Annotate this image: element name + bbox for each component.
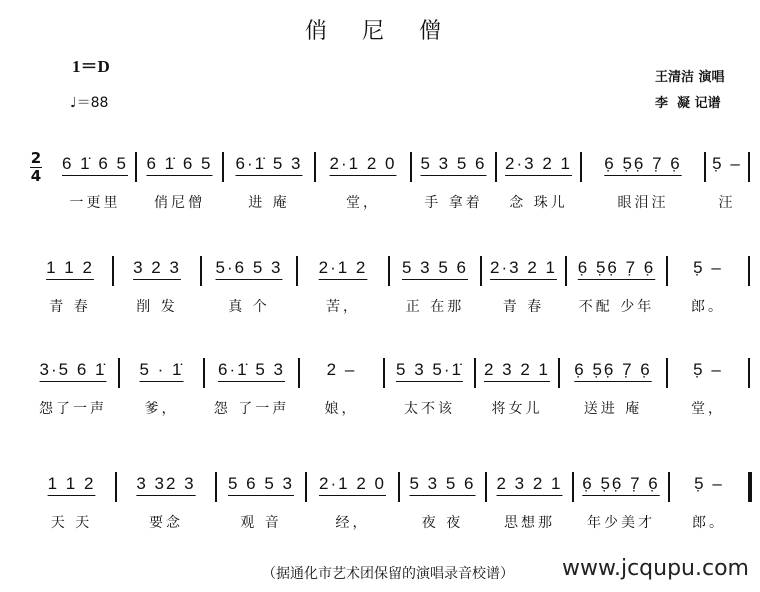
measure [137, 146, 222, 216]
measure-lyric: 思想那 [504, 515, 555, 531]
measure-notes: 5 6 5 3 [228, 474, 294, 493]
measure-notes: 6̣ 5̣6̣ 7̣ 6̣ [574, 360, 652, 379]
measure [560, 352, 666, 422]
measure [117, 466, 215, 536]
measure [497, 146, 580, 216]
measure-notes: 5̣ – [712, 154, 742, 173]
measure [298, 250, 388, 320]
measure [706, 146, 748, 216]
score-line [0, 146, 760, 216]
measure [574, 466, 668, 536]
measure-lyric: 经， [335, 515, 370, 531]
measure-lyric: 送进 庵 [583, 401, 643, 417]
measure-lyric: 正 在那 [405, 299, 465, 315]
measure-notes: 6̣ 5̣6̣ 7̣ 6̣ [604, 154, 682, 173]
barline [748, 256, 750, 286]
measure-notes: 2·3 2 1 [505, 154, 572, 173]
measure [202, 250, 296, 320]
measure-lyric: 太不该 [404, 401, 455, 417]
measure-lyric: 郎。 [692, 515, 726, 531]
measure-notes: 6̣ 5̣6̣ 7̣ 6̣ [577, 258, 656, 277]
tempo-marking: ♩＝88 [70, 95, 109, 111]
measure-lyric: 真 个 [228, 299, 270, 315]
measure-notes: 5̣ – [694, 474, 724, 493]
measure-lyric: 堂， [691, 401, 725, 417]
measure [205, 352, 298, 422]
measure-notes: 5 3 5 6 [420, 154, 487, 173]
measure [476, 352, 558, 422]
measure-notes: 2 – [326, 360, 357, 379]
website-watermark: www.jcqupu.com [562, 556, 749, 581]
barline [748, 358, 750, 388]
score-line [0, 250, 760, 320]
measure-notes: 6 1̇ 6 5 [62, 154, 128, 173]
measure-notes: 2·1 2 [318, 258, 368, 277]
measure-notes: 5̣ – [693, 360, 723, 379]
measure-notes: 5̣ – [693, 258, 723, 277]
measure [217, 466, 305, 536]
measure-notes: 6̣ 5̣6̣ 7̣ 6̣ [582, 474, 660, 493]
score-line [0, 352, 760, 422]
singer-credit: 王清洁 演唱 [655, 70, 725, 85]
measure-lyric: 青 春 [502, 299, 545, 315]
measure-lyric: 爹， [144, 401, 179, 417]
measure [582, 146, 704, 216]
measure [28, 466, 115, 536]
measure-lyric: 夜 夜 [421, 515, 464, 531]
measure-lyric: 念 珠儿 [509, 195, 568, 211]
time-signature [30, 150, 42, 185]
measure-notes: 3 2 3 [133, 258, 181, 277]
measure [567, 250, 666, 320]
time-signature-top: 2 [30, 149, 42, 167]
measure-notes: 2·3 2 1 [490, 258, 557, 277]
measure [307, 466, 398, 536]
measure-lyric: 将女儿 [491, 401, 543, 417]
measure-lyric: 年少美才 [587, 515, 655, 531]
time-signature-bottom: 4 [30, 167, 42, 185]
measure-notes: 5 3 5 6 [409, 474, 476, 493]
measure-lyric: 堂， [346, 195, 380, 211]
measure [120, 352, 203, 422]
measure [487, 466, 572, 536]
measure [482, 250, 565, 320]
measure-notes: 3 32 3 [136, 474, 196, 493]
measure-notes: 3·5 6 1̇ [39, 360, 107, 379]
measure-notes: 2 3 2 1 [496, 474, 563, 493]
measure-lyric: 怨了一声 [39, 401, 107, 417]
measure [316, 146, 410, 216]
measure-notes: 6·1̇ 5 3 [218, 360, 285, 379]
final-barline [748, 472, 752, 502]
key-signature: 1＝D [72, 57, 110, 76]
measure [412, 146, 495, 216]
measure [400, 466, 485, 536]
measure-notes: 5 · 1̇ [139, 360, 184, 379]
measure-lyric: 娘， [324, 401, 359, 417]
measure-lyric: 天 天 [50, 515, 93, 531]
measure-lyric: 郎。 [691, 299, 725, 315]
measure [668, 250, 748, 320]
measure [300, 352, 383, 422]
measure-lyric: 不配 少年 [578, 299, 655, 315]
measure-lyric: 苦， [326, 299, 360, 315]
measure [55, 146, 135, 216]
barline [748, 152, 750, 182]
measure [385, 352, 474, 422]
score-title: 俏 尼 僧 [305, 19, 455, 44]
measure-notes: 5 3 5 6 [402, 258, 468, 277]
source-note: （据通化市艺术团保留的演唱录音校谱） [262, 566, 514, 582]
measure-lyric: 要念 [149, 515, 183, 531]
measure-lyric: 眼泪汪 [617, 195, 669, 211]
measure [224, 146, 314, 216]
scribe-credit: 李 凝 记谱 [655, 96, 721, 111]
measure [114, 250, 200, 320]
measure-lyric: 怨 了一声 [213, 401, 290, 417]
measure-notes: 1 1 2 [47, 474, 96, 493]
measure [668, 352, 748, 422]
measure-lyric: 一更里 [69, 195, 121, 211]
measure-lyric: 观 音 [240, 515, 282, 531]
score-line [0, 466, 760, 536]
measure-notes: 2·1 2 0 [319, 474, 386, 493]
measure-notes: 5·6 5 3 [215, 258, 283, 277]
measure-notes: 6·1̇ 5 3 [235, 154, 303, 173]
measure-lyric: 汪 [718, 195, 736, 211]
measure-lyric: 手 拿着 [424, 195, 483, 211]
measure [670, 466, 748, 536]
measure-notes: 2 3 2 1 [484, 360, 550, 379]
measure-notes: 5 3 5·1̇ [396, 360, 463, 379]
measure-notes: 2·1 2 0 [329, 154, 397, 173]
measure-lyric: 俏尼僧 [154, 195, 205, 211]
measure-notes: 6 1̇ 6 5 [146, 154, 213, 173]
measure-lyric: 削 发 [136, 299, 178, 315]
measure [28, 352, 118, 422]
measure [390, 250, 480, 320]
measure-lyric: 进 庵 [248, 195, 290, 211]
measure-lyric: 青 春 [49, 299, 91, 315]
measure-notes: 1 1 2 [46, 258, 94, 277]
measure [28, 250, 112, 320]
